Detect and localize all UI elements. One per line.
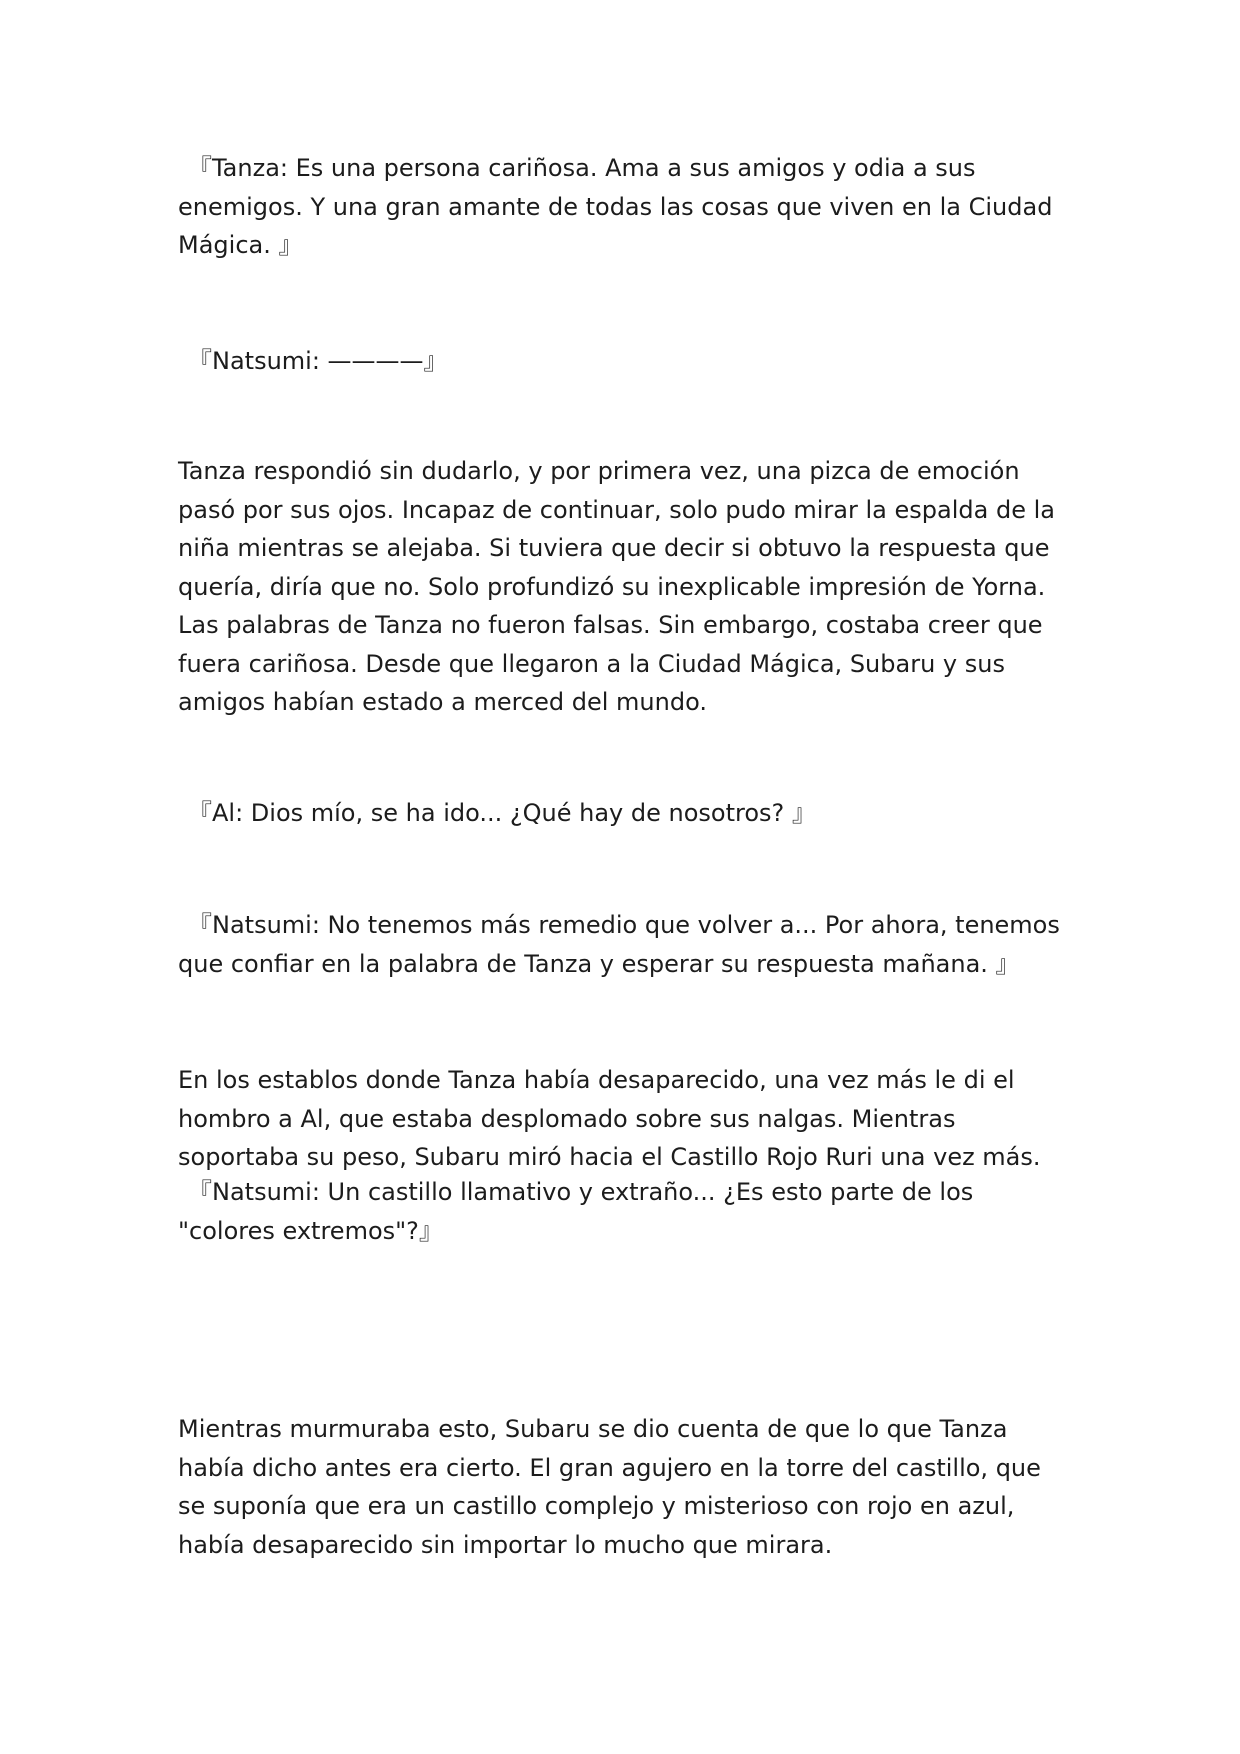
dialogue-natsumi-pause: 『Natsumi: ————』 <box>188 347 448 375</box>
narration-paragraph: Tanza respondió sin dudarlo, y por primera vez, una pizca de emoción pasó por sus ojos. Incapaz de continuar, solo pudo mirar la espalda de la niña mientras se alejaba. Si tuviera que decir si obtuvo la respuesta que quería, diría que no. Solo profundizó su inexplicable impresión de Yorna. Las palabras de Tanza no fueron falsas. Sin embargo, costaba creer que fuera cariñosa. Desde que llegaron a la Ciudad Mágica, Subaru y sus amigos habían estado a merced del mundo. <box>178 457 1055 716</box>
dialogue-tanza: 『Tanza: Es una persona cariñosa. Ama a sus amigos y odia a sus enemigos. Y una gran amante de todas las cosas que viven en la Ciudad Mágica. 』 <box>178 154 1053 259</box>
dialogue-al: 『Al: Dios mío, se ha ido... ¿Qué hay de nosotros? 』 <box>188 799 816 827</box>
dialogue-natsumi-reply: 『Natsumi: No tenemos más remedio que volver a... Por ahora, tenemos que confiar en la palabra de Tanza y esperar su respuesta mañana. 』 <box>178 911 1060 978</box>
narration-paragraph: En los establos donde Tanza había desaparecido, una vez más le di el hombro a Al, que estaba desplomado sobre sus nalgas. Mientras soportaba su peso, Subaru miró hacia el Castillo Rojo Ruri una vez más. <box>178 1066 1041 1171</box>
narration-paragraph: Mientras murmuraba esto, Subaru se dio cuenta de que lo que Tanza había dicho antes era cierto. El gran agujero en la torre del castillo, que se suponía que era un castillo complejo y misterioso con rojo en azul, había desaparecido sin importar lo mucho que mirara. <box>178 1415 1041 1559</box>
dialogue-natsumi-castle: 『Natsumi: Un castillo llamativo y extraño... ¿Es esto parte de los "colores extremos"?』 <box>178 1178 974 1245</box>
